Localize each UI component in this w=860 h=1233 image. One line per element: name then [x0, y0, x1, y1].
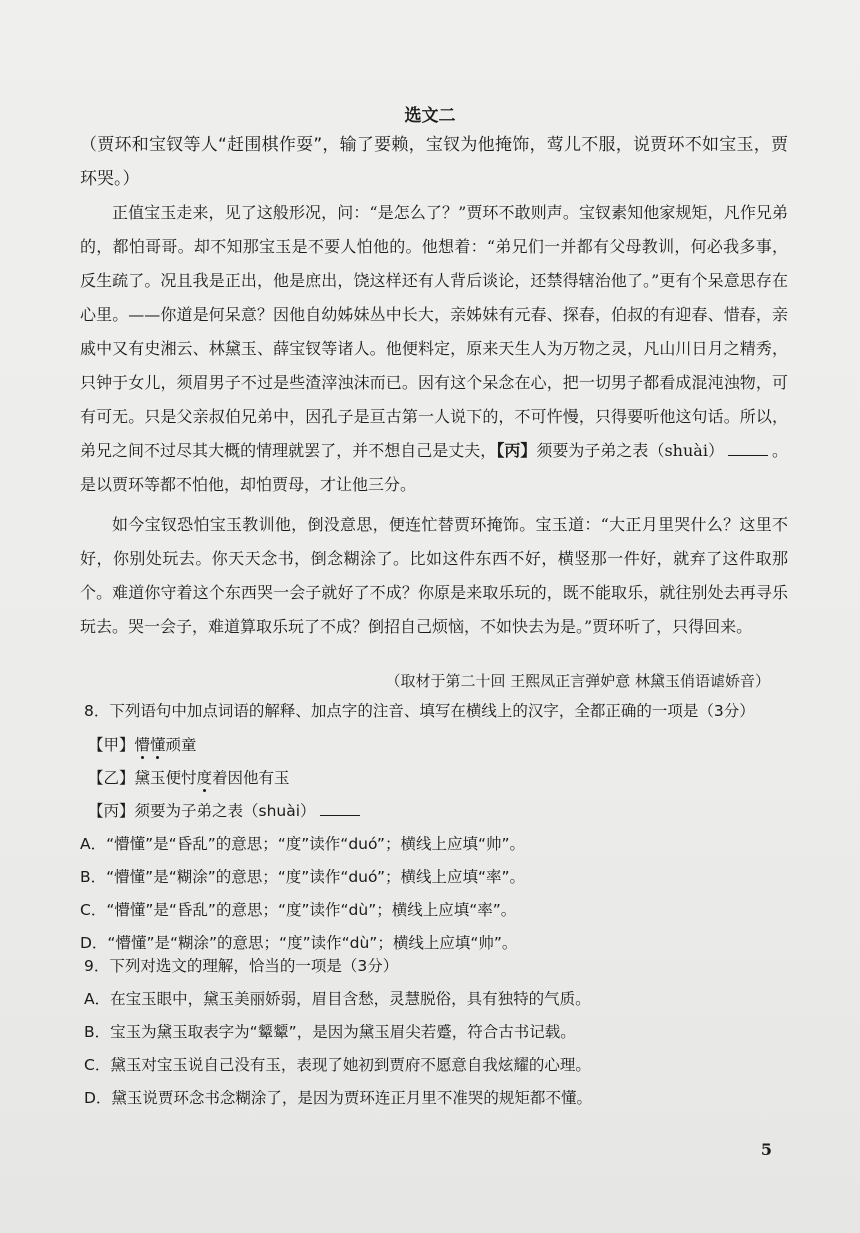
bing-text: 须要为子弟之表（shuài） — [134, 802, 316, 820]
question-8-stem: 8．下列语句中加点词语的解释、加点字的注音、填写在横线上的汉字，全都正确的一项是（3分） — [84, 702, 755, 720]
q8-option-a: A．“懵懂”是“昏乱”的意思；“度”读作“duó”；横线上应填“帅”。 — [80, 835, 525, 853]
bing-fill-blank — [320, 801, 360, 816]
page-number: 5 — [760, 1140, 772, 1159]
question-8-jia — [88, 734, 197, 756]
paragraph-1-body: 正值宝玉走来，见了这般形况，问：“是怎么了？”贾环不敢则声。宝钗素知他家规矩，凡作兄弟的，都怕哥哥。却不知那宝玉是不要人怕他的。他想着：“弟兄们一并都有父母教训，何必我多事，反生疏了。况且我是正出，他是庶出，饶这样还有人背后谈论，还禁得辖治他了。”更有个呆意思存在心里。——你道是何呆意？因他自幼姊妹丛中长大，亲姊妹有元春、探春，伯叔的有迎春、惜春，亲戚中又有史湘云、林黛玉、薛宝钗等诸人。他便料定，原来天生人为万物之灵，凡山川日月之精秀，只钟于女儿，须眉男子不过是些渣滓浊沫而已。因有这个呆念在心，把一切男子都看成混沌浊物，可有可无。只是父亲叔伯兄弟中，因孔子是亘古第一人说下的，不可忤慢，只得要听他这句话。所以，弟兄之间不过尽其大概的情理就罢了，并不想自己是丈夫， — [80, 203, 788, 460]
jia-text: 顽童 — [165, 736, 197, 754]
question-8-yi — [88, 767, 290, 789]
yi-text-c: 着因他有玉 — [212, 769, 290, 787]
passage-paragraph-1 — [80, 196, 788, 502]
paragraph-1-tail-2: 。是以贾环等都不怕他，却怕贾母，才让他三分。 — [80, 441, 788, 494]
fill-blank-line — [728, 441, 768, 456]
q9-option-b: B．宝玉为黛玉取表字为“颦颦”，是因为黛玉眉尖若蹙，符合古书记载。 — [84, 1023, 576, 1041]
jia-dotted-char-2: 懂 — [150, 736, 166, 754]
yi-label: 【乙】 — [88, 769, 135, 787]
q8-option-b: B．“懵懂”是“糊涂”的意思；“度”读作“duó”；横线上应填“率”。 — [80, 868, 526, 886]
q8-option-c: C．“懵懂”是“昏乱”的意思；“度”读作“dù”；横线上应填“率”。 — [80, 901, 517, 919]
q9-option-d: D．黛玉说贾环念书念糊涂了，是因为贾环连正月里不准哭的规矩都不懂。 — [84, 1089, 592, 1107]
passage-paragraph-2: 如今宝钗恐怕宝玉教训他，倒没意思，便连忙替贾环掩饰。宝玉道：“大正月里哭什么？这里不好，你别处玩去。你天天念书，倒念糊涂了。比如这件东西不好，横竖那一件好，就弃了这件取那个。难道你守着这个东西哭一会子就好了不成？你原是来取乐玩的，既不能取乐，就往别处去再寻乐玩去。哭一会子，难道算取乐玩了不成？倒招自己烦恼，不如快去为是。”贾环听了，只得回来。 — [80, 515, 788, 636]
paragraph-1-tail-1: 须要为子弟之表（shuài） — [536, 441, 724, 460]
yi-dotted-char: 度 — [196, 769, 213, 787]
q9-option-a: A．在宝玉眼中，黛玉美丽娇弱，眉目含愁，灵慧脱俗，具有独特的气质。 — [84, 990, 591, 1008]
bing-label: 【丙】 — [88, 802, 135, 820]
q9-option-c: C．黛玉对宝玉说自己没有玉，表现了她初到贾府不愿意自我炫耀的心理。 — [84, 1056, 591, 1074]
source-citation: （取材于第二十回 王熙凤正言弹妒意 林黛玉俏语谑娇音） — [385, 672, 770, 690]
jia-dotted-char-1: 懵 — [134, 736, 151, 754]
question-9-stem: 9．下列对选文的理解，恰当的一项是（3分） — [84, 957, 399, 975]
yi-text-a: 黛玉便忖 — [134, 769, 197, 787]
section-title: 选文二 — [404, 106, 456, 126]
question-8-bing — [88, 800, 364, 822]
bing-marker: 【丙】 — [496, 441, 537, 460]
jia-label: 【甲】 — [88, 736, 135, 754]
q8-option-d: D．“懵懂”是“糊涂”的意思；“度”读作“dù”；横线上应填“帅”。 — [80, 934, 518, 952]
intro-note: （贾环和宝钗等人“赶围棋作耍”，输了要赖，宝钗为他掩饰，莺儿不服，说贾环不如宝玉，贾环哭。） — [80, 135, 788, 189]
